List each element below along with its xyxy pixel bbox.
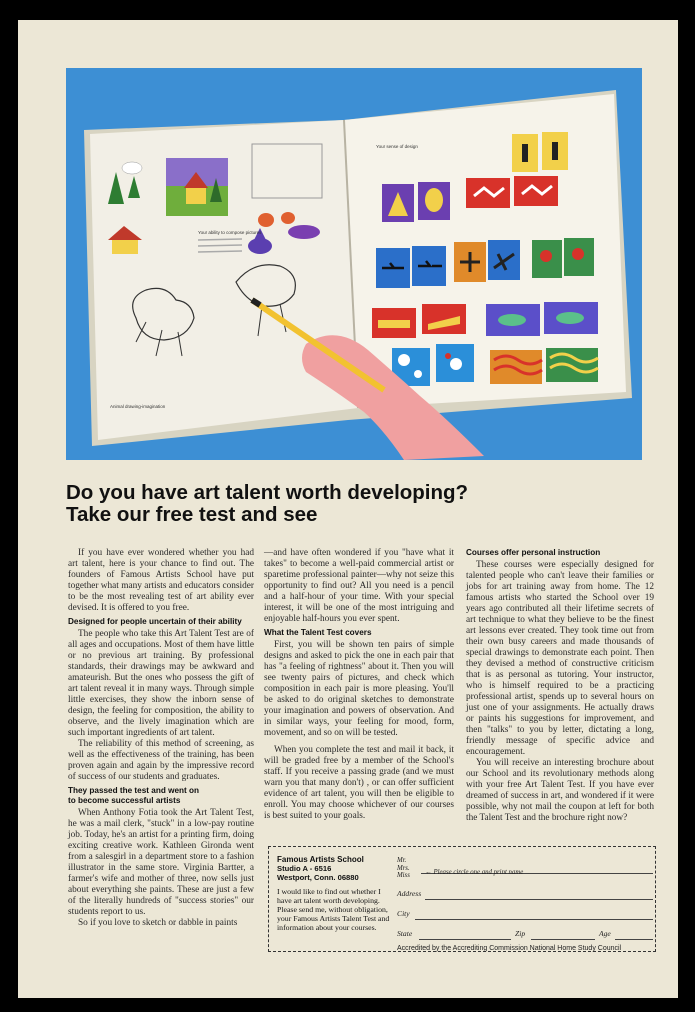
paragraph: When you complete the test and mail it back, it will be graded free by a member of the School's staff. If you receive a passing grade (and we must warn you that many don't) , or can offer sufficient evidence of art talent, you will then be eligible to enroll. You may choose whichever of our courses is best suited to your goals. [264,745,454,821]
city-field[interactable] [415,919,653,920]
coupon-school-block [277,855,395,932]
mail-coupon[interactable] [268,846,656,952]
book-left-caption: Animal drawing-imagination [110,404,166,409]
coupon-body: I would like to find out whether I have art talent worth developing. Please send me, without obligation, your Famous Artists Talent Test and information about your courses. [277,887,390,932]
print-name-text: Please circle one and print name [433,869,524,876]
title-mrs[interactable]: Mrs. [397,864,410,872]
subheading: What the Talent Test covers [264,628,372,637]
age-label: Age [599,929,611,938]
state-label: State [397,929,413,938]
paragraph: These courses were especially designed for talented people who can't leave their families or jobs for art training away from home. The 12 famous artists who started the School over 19 years ago contributed all their lifetime secrets of art technique to what they believe to be the finest art lessons ever created. They took time out from their own busy careers and made thousands of special drawings to demonstrate each point. Then they devised a method of constructive criticism that is as personal as tutoring. Your instructor, who is himself required to be a practicing professional artist, spends up to several hours on just one of your assignments. He actually draws or paints his suggestions for improvement, and then "talks" to you by letter, dictating a long, friendly message of specific advice and encouragement. [466,560,654,757]
paragraph: If you have ever wondered whether you had art talent, here is your chance to find out. The founders of Famous Artists School have put together what many artists and educators consider to be the most revealing test of art ability ever devised. It is offered to you free. [68,548,254,613]
title-mr[interactable]: Mr. [397,857,407,864]
address-label: Address [397,889,422,898]
accreditation-note: Accredited by the Accrediting Commission National Home Study Council [397,945,622,952]
subheading: Designed for people uncertain of their ability [68,617,242,626]
column-3 [466,548,654,824]
paragraph: The people who take this Art Talent Test are of all ages and occupations. Most of them have little or no previous art training. By professional standards, their drawings may be awkward and amateurish. But the ones who possess the gift of art talent reveal it in many ways. Through simple little exercises, they show the inborn sense of design, the feeling for composition, the ability to observe, and the lively imagination which are such important ingredients of art talent. [68,629,254,738]
headline [66,482,666,526]
column-1 [68,548,254,929]
school-address: Westport, Conn. 06880 [277,873,359,882]
paragraph: You will receive an interesting brochure about our School and its revolutionary methods along with your free Art Talent Test. If you have ever dreamed of success in art, and wondered if it were possible, why not mail the coupon at left for both the Talent Test and the brochure right now? [466,758,654,823]
open-workbook-illustration [66,68,642,460]
illustration [66,68,642,460]
zip-label: Zip [515,929,526,938]
title-options [397,857,410,880]
column-2 [264,548,454,822]
magazine-page [18,20,678,998]
state-field[interactable] [419,939,511,940]
zip-field[interactable] [531,939,595,940]
school-name: Famous Artists School [277,855,364,864]
paragraph: So if you love to sketch or dabble in paints [78,918,238,928]
age-field[interactable] [615,939,653,940]
paragraph: The reliability of this method of screening, as well as the effectiveness of the training, has been proven again and again by the impressive record of success of our students and graduates. [68,739,254,782]
subheading-line: to become successful artists [68,796,181,805]
city-label: City [397,909,410,918]
paragraph: When Anthony Fotia took the Art Talent Test, he was a mail clerk, "stuck" in a low-pay routine job. Today, he's an artist for a printing firm, doing exciting creative work. Kathleen Gironda went from a salesgirl in a department store to a fashion illustrator in the same store. Virginia Bartter, a farmer's wife and mother of three, now sells just about everything she paints. These are just a few of the literally hundreds of "success stories" our students report to us. [68,808,254,917]
paragraph: First, you will be shown ten pairs of simple designs and asked to pick the one in each pair that has "a feeling of rightness" about it. Then you will see twenty pairs of pictures, and check which composition in each pair is more pleasing. You'll be asked to do original sketches to demonstrate your imagination and powers of observation. And in similar ways, your feeling for mood, form, movement, and so on will be tested. [264,640,454,738]
address-field[interactable] [425,899,653,900]
subheading [68,786,254,806]
headline-line1: Do you have art talent worth developing? [66,481,469,504]
print-name-instruction: ← Please circle one and print name [425,869,524,876]
subheading-line: They passed the test and went on [68,786,200,795]
book-right-title: Your sense of design [376,144,418,149]
title-miss[interactable]: Miss [397,872,410,879]
subheading: Courses offer personal instruction [466,548,601,557]
book-left-title: Your ability to compose pictures [198,230,262,235]
paragraph: —and have often wondered if you "have what it takes" to become a well-paid commercial artist or sparetime professional painter—why not seize this opportunity to find out? All you need is a pencil and a half-hour of your time. With your special interest, it will be one of the most intriguing and enjoyable half-hours you ever spent. [264,548,454,624]
studio-number: Studio A - 6516 [277,864,332,873]
headline-line2: Take our free test and see [66,503,318,526]
